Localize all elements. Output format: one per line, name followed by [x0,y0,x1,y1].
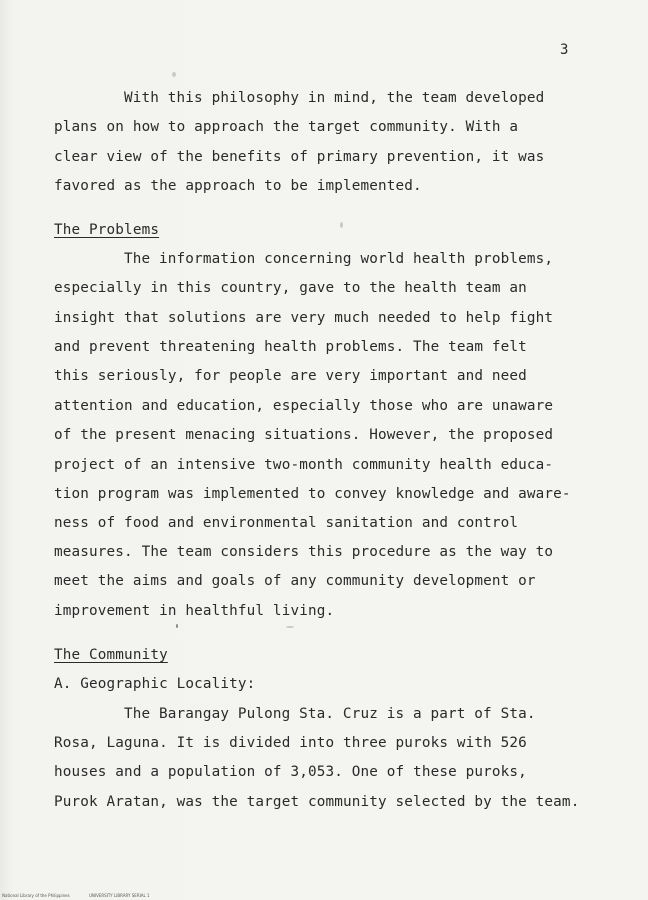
intro-line-4: favored as the approach to be implemented. [54,178,422,194]
problems-line-4: and prevent threatening health problems. The team felt [54,339,527,355]
problems-line-6: attention and education, especially those who are unaware [54,398,554,414]
problems-line-7: of the present menacing situations. However, the proposed [54,427,554,443]
intro-line-1: With this philosophy in mind, the team developed [124,90,545,106]
community-line-4: Purok Aratan, was the target community selected by the team. [54,794,580,810]
community-line-1: The Barangay Pulong Sta. Cruz is a part of Sta. [124,706,536,722]
community-line-2: Rosa, Laguna. It is divided into three puroks with 526 [54,735,527,751]
problems-line-5: this seriously, for people are very important and need [54,368,527,384]
scan-speck [176,624,178,628]
problems-line-10: ness of food and environmental sanitation and control [54,515,519,531]
section-heading-problems: The Problems [54,222,160,238]
community-subheading: A. Geographic Locality: [54,676,256,692]
intro-line-2: plans on how to approach the target community. With a [54,119,519,135]
intro-line-3: clear view of the benefits of primary prevention, it was [54,149,545,165]
problems-line-9: tion program was implemented to convey knowledge and aware- [54,486,571,502]
page-number: 3 [560,42,569,58]
scan-speck [340,222,343,228]
scan-footer [2,893,168,898]
problems-line-3: insight that solutions are very much needed to help fight [54,310,554,326]
scan-speck [286,626,294,628]
problems-line-13: improvement in healthful living. [54,603,335,619]
problems-line-8: project of an intensive two-month community health educa- [54,457,554,473]
problems-line-1: The information concerning world health problems, [124,251,554,267]
footer-right: UNIVERSITY LIBRARY SERIAL 1 [89,893,150,898]
scan-speck [172,72,176,77]
community-line-3: houses and a population of 3,053. One of these puroks, [54,764,527,780]
problems-line-2: especially in this country, gave to the health team an [54,280,527,296]
section-heading-community: The Community [54,647,168,663]
problems-line-11: measures. The team considers this procedure as the way to [54,544,554,560]
problems-line-12: meet the aims and goals of any community development or [54,573,536,589]
footer-left: National Library of the Philippines [2,893,70,898]
